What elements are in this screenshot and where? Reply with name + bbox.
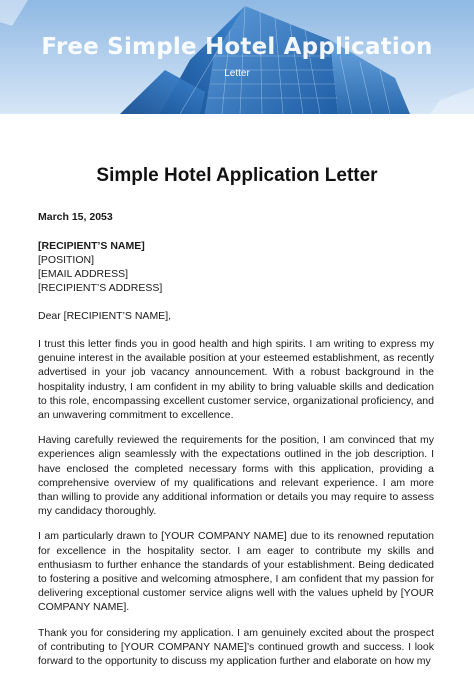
letter-date: March 15, 2053 [38,211,113,223]
banner-title: Free Simple Hotel Application [41,34,433,60]
letter-title: Simple Hotel Application Letter [96,165,378,186]
paragraph: Having carefully reviewed the requirements for the position, I am convinced that my experiences align seamlessly with the expectations outlined in the job description. I have enclosed the completed necessary forms with this application, providing a comprehensive overview of my qualifications and relevant experience. I am more than willing to provide any additional information or details you may require to assess my candidacy thoroughly. [38,434,434,518]
paragraph: Thank you for considering my application. I am genuinely excited about the prospect of contributing to [YOUR COMPANY NAME]’s continued growth and success. I look forward to the opportunity to discuss my application further and elaborate on how my [38,626,434,668]
recipient-block [38,239,162,295]
banner [0,0,474,114]
banner-subtitle: Letter [224,68,250,79]
letter-body [38,337,434,679]
paragraph: I am particularly drawn to [YOUR COMPANY NAME] due to its renowned reputation for excellence in the hospitality sector. I am eager to contribute my skills and enthusiasm to further enhance the standards of your establishment. Being dedicated to fostering a positive and welcoming atmosphere, I am confident that my passion for delivering exceptional customer service aligns well with the values upheld by [YOUR COMPANY NAME]. [38,530,434,614]
salutation: Dear [RECIPIENT’S NAME], [38,310,172,322]
recipient-name: [RECIPIENT’S NAME] [38,240,145,252]
recipient-email: [EMAIL ADDRESS] [38,268,129,280]
paragraph: I trust this letter finds you in good health and high spirits. I am writing to express my genuine interest in the available position at your esteemed establishment, as recently advertised in your job vacancy announcement. With a robust background in the hospitality industry, I am confident in my ability to bring valuable skills and dedication to this role, encompassing excellent customer service, organizational proficiency, and an unwavering commitment to excellence. [38,338,434,422]
recipient-address: [RECIPIENT’S ADDRESS] [38,282,163,294]
recipient-position: [POSITION] [38,254,95,266]
